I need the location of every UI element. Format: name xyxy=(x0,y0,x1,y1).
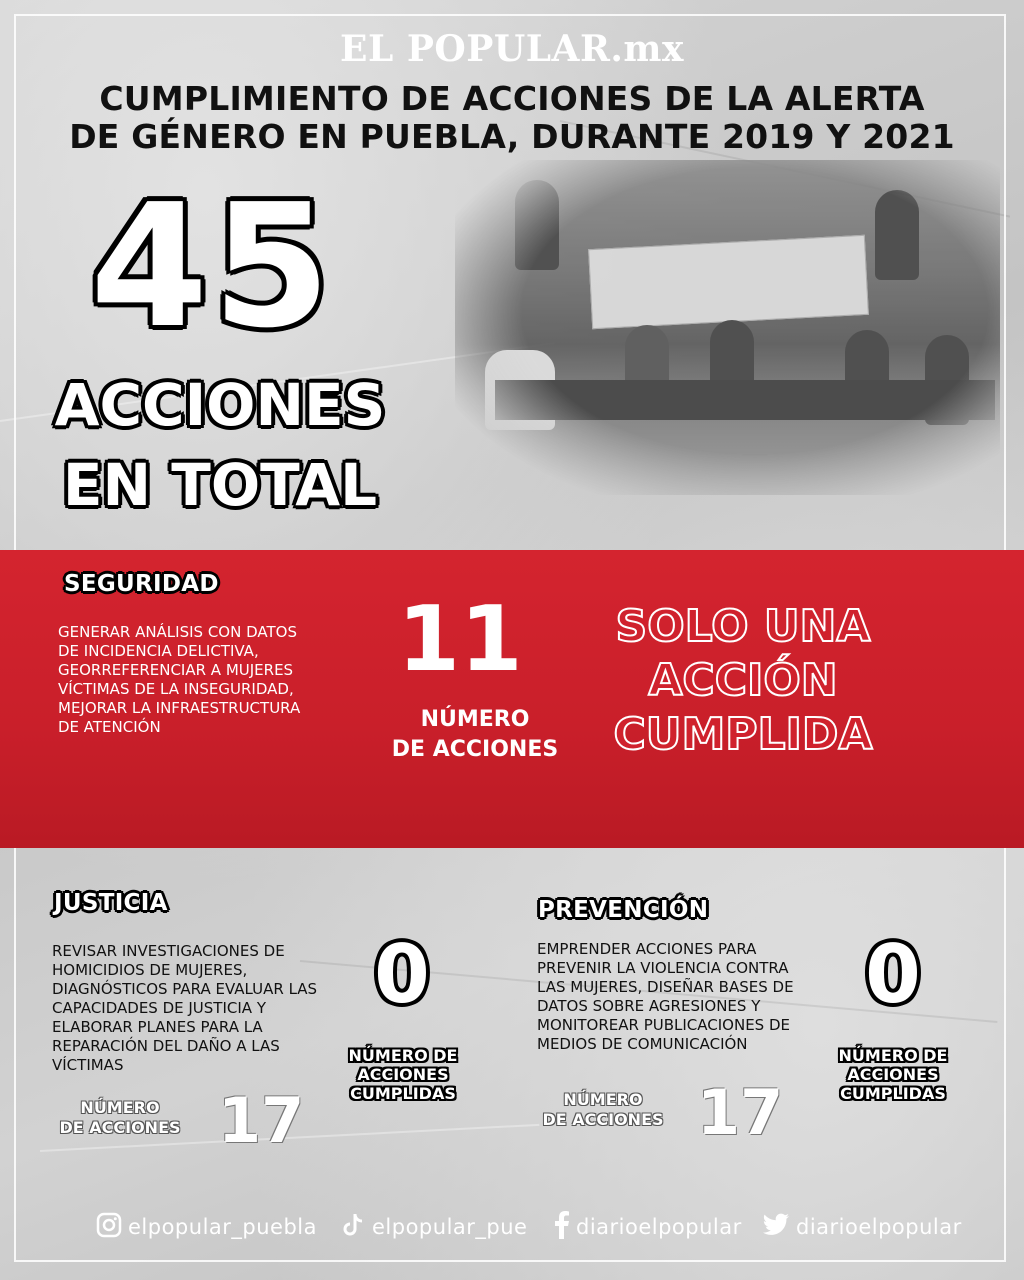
tiktok-icon xyxy=(342,1212,366,1243)
prevencion-description: EMPRENDER ACCIONES PARA PREVENIR LA VIOLENCIA CONTRA LAS MUJERES, DISEÑAR BASES DE DATOS SOBRE AGRESIONES Y MONITOREAR PUBLICACIONES DE MEDIOS DE COMUNICACIÓN xyxy=(537,940,794,1053)
prevencion-acciones-label xyxy=(528,1090,678,1130)
justicia-cumplidas-number: 0 xyxy=(374,928,430,1021)
prevencion-acciones-label-line-2: DE ACCIONES xyxy=(542,1110,664,1129)
seguridad-number: 11 xyxy=(397,587,523,692)
headline-line-2: DE GÉNERO EN PUEBLA, DURANTE 2019 Y 2021 xyxy=(69,117,955,156)
prevencion-cumplidas-number: 0 xyxy=(865,928,921,1021)
brand-logo: EL POPULAR.mx xyxy=(340,28,684,70)
seguridad-highlight-line-2: ACCIÓN xyxy=(648,655,838,706)
justicia-description: REVISAR INVESTIGACIONES DE HOMICIDIOS DE MUJERES, DIAGNÓSTICOS PARA EVALUAR LAS CAPACIDADES DE JUSTICIA Y ELABORAR PLANES PARA LA REPARACIÓN DEL DAÑO A LAS VÍCTIMAS xyxy=(52,942,318,1074)
headline xyxy=(60,80,964,156)
justicia-cumplidas-label-line-2: ACCIONES xyxy=(357,1065,449,1084)
total-label xyxy=(40,365,400,525)
justicia-cumplidas-label xyxy=(328,1046,478,1103)
prevencion-cumplidas-label xyxy=(818,1046,968,1103)
justicia-acciones-label-line-1: NÚMERO xyxy=(80,1098,160,1117)
total-number: 45 xyxy=(90,168,335,366)
total-label-line-1: ACCIONES xyxy=(54,371,386,439)
twitter-icon xyxy=(762,1213,790,1242)
meeting-table xyxy=(495,380,995,420)
prevencion-title: PREVENCIÓN xyxy=(538,897,709,923)
seguridad-highlight xyxy=(598,600,888,762)
seguridad-highlight-line-3: CUMPLIDA xyxy=(613,709,873,760)
facebook-icon xyxy=(552,1211,570,1244)
protest-banner xyxy=(588,235,869,329)
social-instagram[interactable] xyxy=(96,1210,317,1244)
person-silhouette xyxy=(515,180,559,270)
instagram-handle: elpopular_puebla xyxy=(128,1215,318,1239)
justicia-acciones-label xyxy=(45,1098,195,1138)
justicia-cumplidas-label-line-1: NÚMERO DE xyxy=(348,1046,458,1065)
prevencion-cumplidas-label-line-1: NÚMERO DE xyxy=(838,1046,948,1065)
prevencion-acciones-number: 17 xyxy=(697,1076,784,1149)
instagram-icon xyxy=(96,1212,122,1243)
social-facebook[interactable] xyxy=(552,1210,742,1244)
justicia-cumplidas-label-line-3: CUMPLIDAS xyxy=(350,1084,456,1103)
social-tiktok[interactable] xyxy=(342,1210,527,1244)
seguridad-description: GENERAR ANÁLISIS CON DATOS DE INCIDENCIA DELICTIVA, GEORREFERENCIAR A MUJERES VÍCTIMAS DE LA INSEGURIDAD, MEJORAR LA INFRAESTRUCTURA DE ATENCIÓN xyxy=(58,623,301,736)
protest-photo xyxy=(455,160,1000,495)
seguridad-number-label-line-2: DE ACCIONES xyxy=(391,737,559,762)
person-silhouette xyxy=(875,190,919,280)
justicia-title: JUSTICIA xyxy=(54,890,168,916)
prevencion-cumplidas-label-line-2: ACCIONES xyxy=(847,1065,939,1084)
social-twitter[interactable] xyxy=(762,1210,962,1244)
twitter-handle: diarioelpopular xyxy=(796,1215,962,1239)
prevencion-cumplidas-label-line-3: CUMPLIDAS xyxy=(840,1084,946,1103)
facebook-handle: diarioelpopular xyxy=(576,1215,742,1239)
headline-line-1: CUMPLIMIENTO DE ACCIONES DE LA ALERTA xyxy=(99,79,925,118)
seguridad-number-label-line-1: NÚMERO xyxy=(420,707,530,732)
seguridad-number-label xyxy=(370,705,580,765)
tiktok-handle: elpopular_pue xyxy=(372,1215,528,1239)
prevencion-acciones-label-line-1: NÚMERO xyxy=(563,1090,643,1109)
total-label-line-2: EN TOTAL xyxy=(62,451,378,519)
justicia-acciones-label-line-2: DE ACCIONES xyxy=(59,1118,181,1137)
seguridad-title: SEGURIDAD xyxy=(64,571,219,597)
seguridad-highlight-line-1: SOLO UNA xyxy=(615,601,871,652)
justicia-acciones-number: 17 xyxy=(218,1084,305,1157)
